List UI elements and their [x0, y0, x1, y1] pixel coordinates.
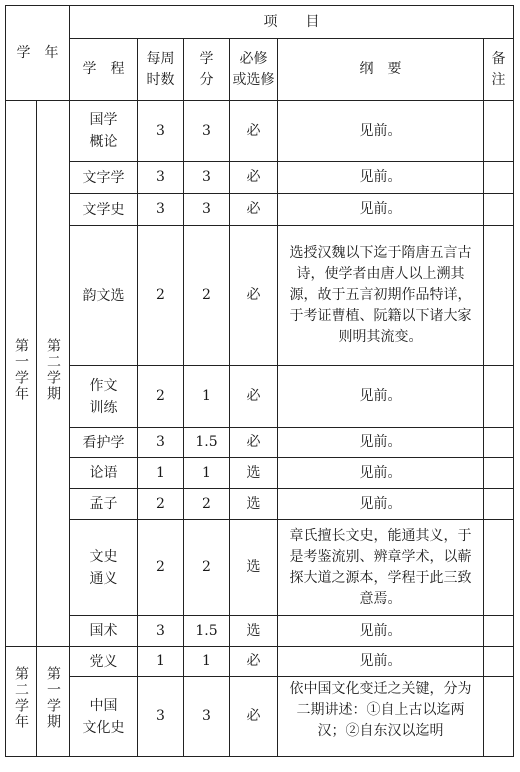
course-type: 选 [230, 489, 278, 520]
table-row [6, 194, 514, 226]
course-type: 选 [230, 616, 278, 647]
table-row [6, 458, 514, 489]
course-header: 学 程 [70, 39, 138, 101]
weekly-hours: 2 [138, 520, 184, 616]
table-row [6, 366, 514, 428]
credits-header: 学 分 [184, 39, 230, 101]
credits: 1.5 [184, 616, 230, 647]
outline-text: 见前。 [278, 101, 484, 162]
outline-text: 见前。 [278, 489, 484, 520]
course-type: 必 [230, 677, 278, 757]
course-name: 文学史 [70, 194, 138, 226]
course-name: 论语 [70, 458, 138, 489]
outline-text: 选授汉魏以下迄于隋唐五言古诗，使学者由唐人以上溯其源，故于五言初期作品特详，于考证曹植、阮籍以下诸大家则明其流变。 [278, 226, 484, 366]
semester-cell: 第二学期 [37, 101, 70, 647]
weekly-hours: 3 [138, 428, 184, 458]
weekly-hours: 3 [138, 194, 184, 226]
course-type: 必 [230, 647, 278, 677]
remarks [484, 162, 514, 194]
remarks [484, 677, 514, 757]
course-type: 必 [230, 162, 278, 194]
weekly-hours: 3 [138, 677, 184, 757]
table-row [6, 489, 514, 520]
semester-cell: 第一学期 [37, 647, 70, 757]
credits: 3 [184, 677, 230, 757]
weekly-hours: 2 [138, 366, 184, 428]
course-name: 国学 概论 [70, 101, 138, 162]
outline-text: 见前。 [278, 162, 484, 194]
year-header: 学 年 [6, 6, 70, 101]
outline-text: 章氏擅长文史，能通其义，于是考鉴流别、辨章学术，以蕲探大道之源本，学程于此三致意焉。 [278, 520, 484, 616]
outline-text: 见前。 [278, 647, 484, 677]
credits: 1 [184, 458, 230, 489]
course-name: 韵文选 [70, 226, 138, 366]
credits: 2 [184, 489, 230, 520]
remarks [484, 520, 514, 616]
outline-text: 见前。 [278, 616, 484, 647]
course-type: 必 [230, 226, 278, 366]
course-name: 看护学 [70, 428, 138, 458]
remarks [484, 489, 514, 520]
required-header: 必修 或选修 [230, 39, 278, 101]
remarks [484, 616, 514, 647]
course-name: 国术 [70, 616, 138, 647]
remarks [484, 428, 514, 458]
table-row [6, 101, 514, 162]
course-name: 作文 训练 [70, 366, 138, 428]
weekly-hours-header: 每周 时数 [138, 39, 184, 101]
course-type: 必 [230, 366, 278, 428]
remarks [484, 226, 514, 366]
credits: 3 [184, 194, 230, 226]
course-type: 必 [230, 101, 278, 162]
course-type: 选 [230, 520, 278, 616]
credits: 3 [184, 101, 230, 162]
course-name: 中国 文化史 [70, 677, 138, 757]
outline-text: 见前。 [278, 194, 484, 226]
table-row [6, 647, 514, 677]
credits: 3 [184, 162, 230, 194]
curriculum-table [5, 5, 514, 757]
outline-text: 依中国文化变迁之关键，分为二期讲述：①自上古以迄两汉；②自东汉以迄明 [278, 677, 484, 757]
weekly-hours: 3 [138, 616, 184, 647]
credits: 2 [184, 226, 230, 366]
year-cell: 第一学年 [6, 101, 37, 647]
course-type: 必 [230, 428, 278, 458]
weekly-hours: 1 [138, 647, 184, 677]
credits: 1.5 [184, 428, 230, 458]
outline-text: 见前。 [278, 366, 484, 428]
table-row [6, 520, 514, 616]
credits: 1 [184, 647, 230, 677]
outline-header: 纲 要 [278, 39, 484, 101]
table-row [6, 162, 514, 194]
remarks [484, 647, 514, 677]
weekly-hours: 3 [138, 162, 184, 194]
year-cell: 第二学年 [6, 647, 37, 757]
remarks-header: 备 注 [484, 39, 514, 101]
remarks [484, 458, 514, 489]
course-type: 必 [230, 194, 278, 226]
table-row [6, 428, 514, 458]
course-name: 党义 [70, 647, 138, 677]
table-row [6, 677, 514, 757]
remarks [484, 101, 514, 162]
outline-text: 见前。 [278, 458, 484, 489]
weekly-hours: 3 [138, 101, 184, 162]
weekly-hours: 2 [138, 489, 184, 520]
credits: 2 [184, 520, 230, 616]
course-type: 选 [230, 458, 278, 489]
outline-text: 见前。 [278, 428, 484, 458]
credits: 1 [184, 366, 230, 428]
remarks [484, 366, 514, 428]
items-header: 项 目 [70, 6, 514, 39]
course-name: 文字学 [70, 162, 138, 194]
course-name: 文史 通义 [70, 520, 138, 616]
course-name: 孟子 [70, 489, 138, 520]
remarks [484, 194, 514, 226]
weekly-hours: 2 [138, 226, 184, 366]
table-row [6, 226, 514, 366]
weekly-hours: 1 [138, 458, 184, 489]
table-row [6, 616, 514, 647]
